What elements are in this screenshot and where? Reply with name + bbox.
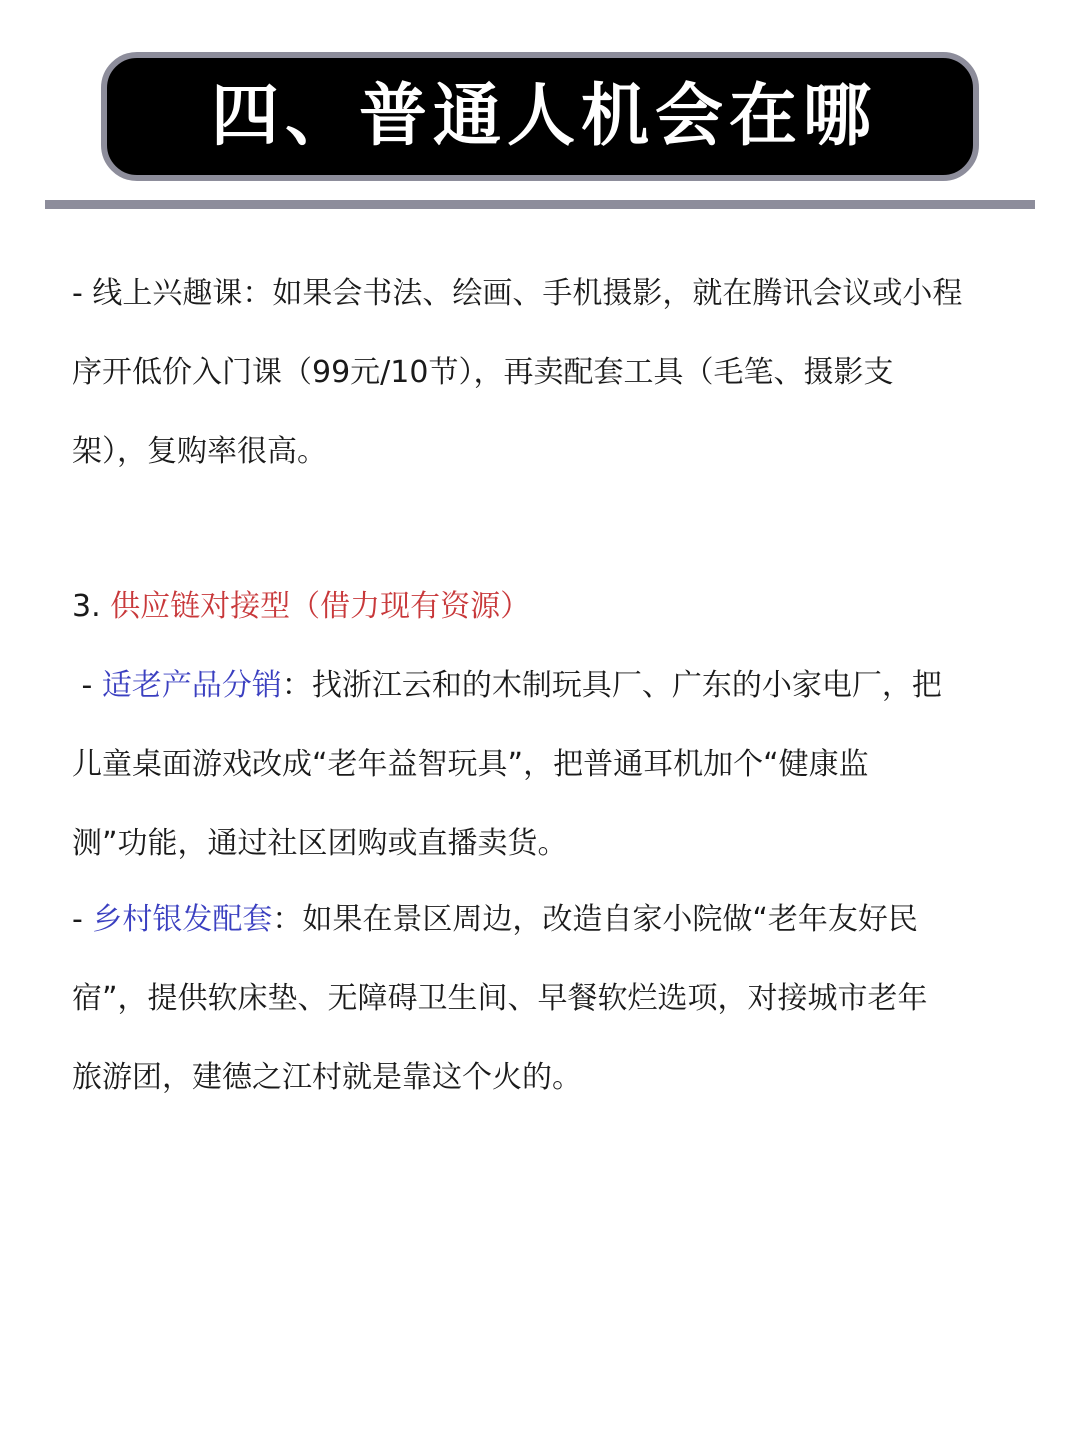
item-label-rural-silver: 乡村银发配套	[92, 902, 273, 937]
item-rural-silver	[72, 880, 1017, 1117]
page-title: 四、普通人机会在哪	[210, 76, 877, 156]
paragraph-line: 架），复购率很高。	[72, 434, 327, 469]
paragraph-line: 旅游团，建德之江村就是靠这个火的。	[72, 1060, 582, 1095]
title-divider	[45, 200, 1035, 209]
paragraph-line: 儿童桌面游戏改成“老年益智玩具”，把普通耳机加个“健康监	[72, 747, 869, 782]
paragraph-line: - 线上兴趣课：如果会书法、绘画、手机摄影，就在腾讯会议或小程	[72, 276, 963, 311]
online-course-paragraph	[72, 254, 1017, 491]
section-heading-text: 供应链对接型（借力现有资源）	[110, 589, 531, 624]
paragraph-line: 测”功能，通过社区团购或直播卖货。	[72, 826, 568, 861]
item-prefix: -	[72, 668, 102, 703]
item-text: ：如果在景区周边，改造自家小院做“老年友好民	[272, 902, 918, 937]
item-label-senior-products: 适老产品分销	[101, 668, 282, 703]
item-text: ：找浙江云和的木制玩具厂、广东的小家电厂，把	[281, 668, 942, 703]
section-3-heading	[72, 567, 1017, 646]
title-banner	[101, 52, 979, 181]
section-number: 3.	[72, 589, 111, 624]
paragraph-line: 宿”，提供软床垫、无障碍卫生间、早餐软烂选项，对接城市老年	[72, 981, 928, 1016]
item-prefix: -	[72, 902, 93, 937]
paragraph-line: 序开低价入门课（99元/10节），再卖配套工具（毛笔、摄影支	[72, 355, 894, 390]
item-senior-products	[72, 646, 1017, 883]
